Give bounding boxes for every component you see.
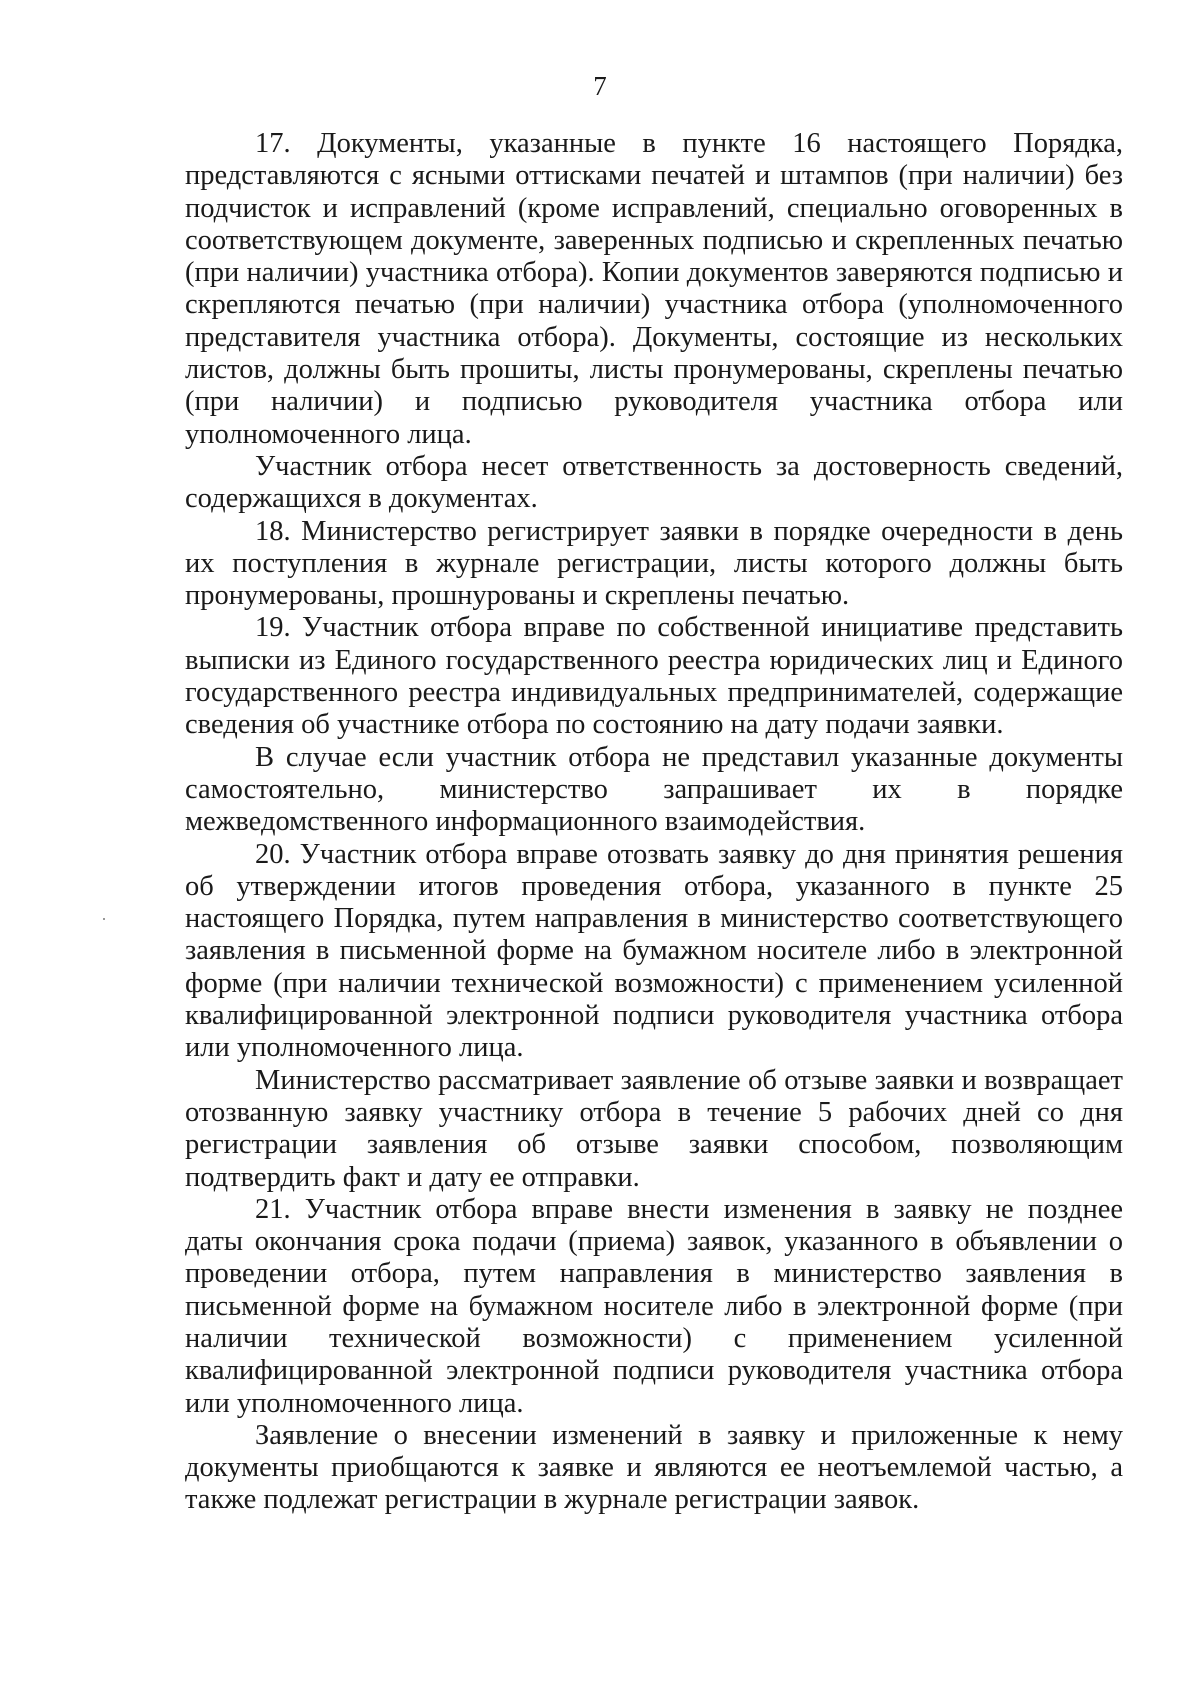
page-number: 7 bbox=[593, 71, 607, 101]
scan-speck bbox=[103, 918, 105, 920]
paragraph-19-interagency: В случае если участник отбора не представил указанные документы самостоятельно, министерство запрашивает их в порядке межведомственного информационного взаимодействия. bbox=[185, 741, 1123, 838]
paragraph-18: 18. Министерство регистрирует заявки в порядке очередности в день их поступления в журнале регистрации, листы которого должны быть пронумерованы, прошнурованы и скреплены печатью. bbox=[185, 515, 1123, 612]
paragraph-20-withdrawal-review: Министерство рассматривает заявление об отзыве заявки и возвращает отозванную заявку участнику отбора в течение 5 рабочих дней со дня регистрации заявления об отзыве заявки способом, позволяющим подтвердить факт и дату ее отправки. bbox=[185, 1064, 1123, 1193]
paragraph-20: 20. Участник отбора вправе отозвать заявку до дня принятия решения об утверждении итогов проведения отбора, указанного в пункте 25 настоящего Порядка, путем направления в министерство соответствующего заявления в письменной форме на бумажном носителе либо в электронной форме (при наличии технической возможности) с применением усиленной квалифицированной электронной подписи руководителя участника отбора или уполномоченного лица. bbox=[185, 838, 1123, 1064]
paragraph-19: 19. Участник отбора вправе по собственной инициативе представить выписки из Единого государственного реестра юридических лиц и Единого государственного реестра индивидуальных предпринимателей, содержащие сведения об участнике отбора по состоянию на дату подачи заявки. bbox=[185, 612, 1123, 741]
paragraph-21: 21. Участник отбора вправе внести изменения в заявку не позднее даты окончания срока подачи (приема) заявок, указанного в объявлении о проведении отбора, путем направления в министерство заявления в письменной форме на бумажном носителе либо в электронной форме (при наличии технической возможности) с применением усиленной квалифицированной электронной подписи руководителя участника отбора или уполномоченного лица. bbox=[185, 1193, 1123, 1419]
paragraph-21-changes: Заявление о внесении изменений в заявку и приложенные к нему документы приобщаются к заявке и являются ее неотъемлемой частью, а также подлежат регистрации в журнале регистрации заявок. bbox=[185, 1419, 1123, 1516]
document-body bbox=[185, 128, 1123, 1517]
paragraph-17: 17. Документы, указанные в пункте 16 настоящего Порядка, представляются с ясными оттисками печатей и штампов (при наличии) без подчисток и исправлений (кроме исправлений, специально оговоренных в соответствующем документе, заверенных подписью и скрепленных печатью (при наличии) участника отбора). Копии документов заверяются подписью и скрепляются печатью (при наличии) участника отбора (уполномоченного представителя участника отбора). Документы, состоящие из нескольких листов, должны быть прошиты, листы пронумерованы, скреплены печатью (при наличии) и подписью руководителя участника отбора или уполномоченного лица. bbox=[185, 128, 1123, 450]
paragraph-17-responsibility: Участник отбора несет ответственность за достоверность сведений, содержащихся в документах. bbox=[185, 450, 1123, 515]
